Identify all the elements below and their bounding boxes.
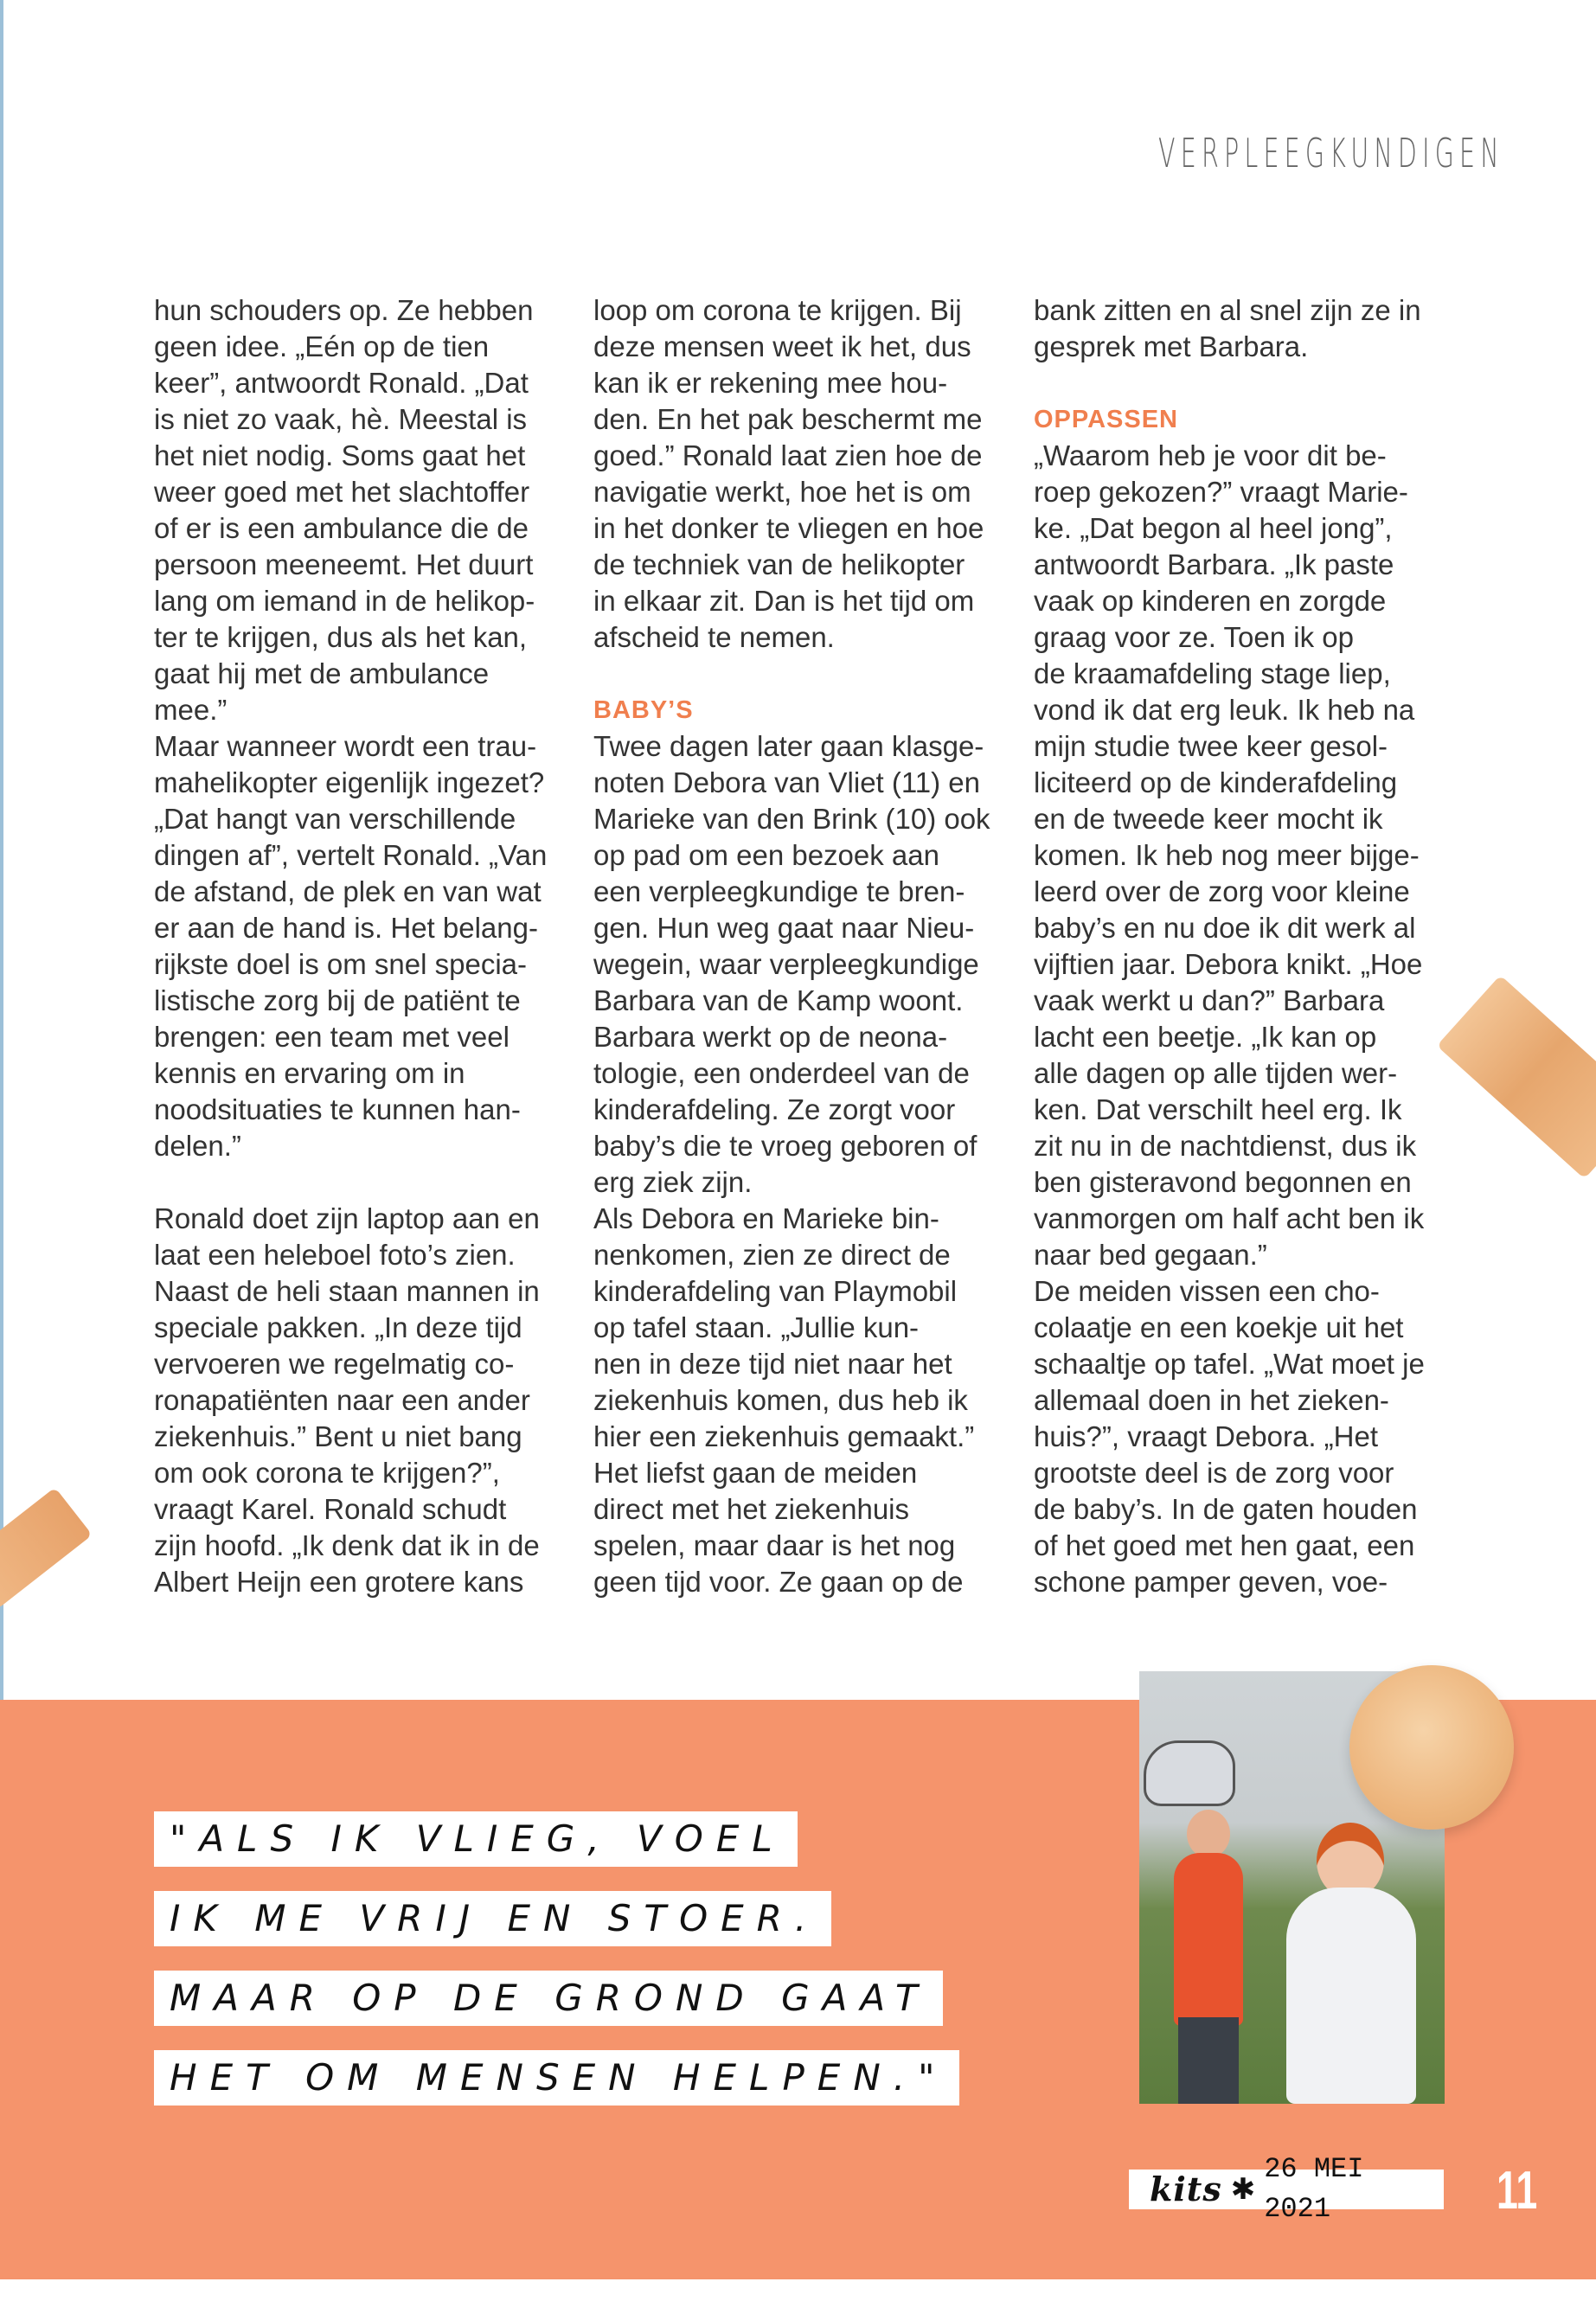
star-icon: ✱ bbox=[1230, 2173, 1256, 2206]
child-legs bbox=[1178, 2017, 1239, 2104]
bandage-decoration bbox=[0, 1487, 93, 1609]
child-orange-shirt bbox=[1174, 1853, 1243, 2026]
paragraph: Ronald doet zijn laptop aan en laat een heleboel foto’s zien. Naast de heli staan mannen in speciale pakken. „In deze tijd vervoeren we regelmatig co- ronapatiënten naar een ander ziekenhuis.” Bent u niet bang om ook corona te krijgen?”, vraagt Karel. Ronald schudt zijn hoofd. „Ik denk dat ik in de Albert Heijn een grotere kans bbox=[154, 1202, 540, 1598]
paragraph: „Waarom heb je voor dit be- roep gekozen?” vraagt Marie- ke. „Dat begon al heel jong”, antwoordt Barbara. „Ik paste vaak op kinderen en zorgde graag voor ze. Toen ik op de kraamafdeling stage liep, vond ik dat erg leuk. Ik heb na mijn studie twee keer gesol- liciteerd op de kinderafdeling en de tweede keer mocht ik komen. Ik heb nog meer bijge- leerd over de zorg voor kleine baby’s en nu doe ik dit werk al vijftien jaar. Debora knikt. „Hoe vaak werkt u dan?” Barbara lacht een beetje. „Ik kan op alle dagen op alle tijden wer- ken. Dat verschilt heel erg. Ik zit nu in de nachtdienst, dus ik ben gisteravond begonnen en vanmorgen om half acht ben ik naar bed gegaan.” bbox=[1034, 439, 1425, 1271]
paragraph: De meiden vissen een cho- colaatje en een koekje uit het schaaltje op tafel. „Wat moet je allemaal doen in het zieken- huis?”, vraagt Debora. „Het grootste deel is de zorg voor de baby’s. In de gaten houden of het goed met hen gaat, een schone pamper geven, voe- bbox=[1034, 1275, 1425, 1598]
toy-helicopter bbox=[1144, 1740, 1235, 1806]
page-number: 11 bbox=[1497, 2161, 1538, 2221]
paragraph: Als Debora en Marieke bin- nenkomen, zien ze direct de kinderafdeling van Playmobil op tafel staan. „Jullie kun- nen in deze tijd niet naar het ziekenhuis komen, dus heb ik hier een ziekenhuis gemaakt.” Het liefst gaan de meiden direct met het ziekenhuis spelen, maar daar is het nog geen tijd voor. Ze gaan op de bbox=[593, 1202, 975, 1598]
pull-quote-line: MAAR OP DE GROND GAAT bbox=[154, 1971, 943, 2026]
child-white-jacket bbox=[1286, 1888, 1416, 2104]
paragraph: bank zitten en al snel zijn ze in gesprek met Barbara. bbox=[1034, 294, 1421, 362]
text-column-3 bbox=[1034, 292, 1449, 1600]
text-column-2 bbox=[593, 292, 1009, 1600]
subheading-oppassen: OPPASSEN bbox=[1034, 406, 1179, 433]
paragraph: Twee dagen later gaan klasge- noten Debora van Vliet (11) en Marieke van den Brink (10) ook op pad om een bezoek aan een verpleegkundige te bren- gen. Hun weg gaat naar Nieu- wegein, waar verpleegkundige Barbara van de Kamp woont. Barbara werkt op de neona- tologie, een onderdeel van de kinderafdeling. Ze zorgt voor baby’s die te vroeg geboren of erg ziek zijn. bbox=[593, 730, 990, 1198]
footer-banner bbox=[1129, 2153, 1444, 2225]
pull-quote-line: "ALS IK VLIEG, VOEL bbox=[154, 1811, 798, 1867]
pull-quote-line: HET OM MENSEN HELPEN." bbox=[154, 2050, 959, 2106]
paragraph: hun schouders op. Ze hebben geen idee. „Eén op de tien keer”, antwoordt Ronald. „Dat is niet zo vaak, hè. Meestal is het niet nodig. Soms gaat het weer goed met het slachtoffer of er is een ambulance die de persoon meeneemt. Het duurt lang om iemand in de helikop- ter te krijgen, dus als het kan, gaat hij met de ambulance mee.” bbox=[154, 294, 535, 726]
paragraph: loop om corona te krijgen. Bij deze mensen weet ik het, dus kan ik er rekening mee hou- den. En het pak beschermt me goed.” Ronald laat zien hoe de navigatie werkt, hoe het is om in het donker te vliegen en hoe de techniek van de helikopter in elkaar zit. Dan is het tijd om afscheid te nemen. bbox=[593, 294, 984, 653]
brand-logo: kits bbox=[1150, 2170, 1222, 2208]
child-head bbox=[1187, 1810, 1230, 1858]
page-edge-stripe bbox=[0, 0, 3, 1700]
paragraph: Maar wanneer wordt een trau- mahelikopter eigenlijk ingezet? „Dat hangt van verschillende dingen af”, vertelt Ronald. „Van de afstand, de plek en van wat er aan de hand is. Het belang- rijkste doel is om snel specia- listische zorg bij de patiënt te brengen: een team met veel kennis en ervaring om in noodsituaties te kunnen han- delen.” bbox=[154, 730, 548, 1162]
issue-date: 26 MEI 2021 bbox=[1264, 2153, 1364, 2225]
text-column-1 bbox=[154, 292, 569, 1600]
cookie-decoration bbox=[1349, 1665, 1514, 1830]
pull-quote-line: IK ME VRIJ EN STOER. bbox=[154, 1891, 831, 1946]
subheading-babys: BABY’S bbox=[593, 696, 694, 724]
section-title: VERPLEEGKUNDIGEN bbox=[1158, 130, 1504, 176]
bandage-decoration bbox=[1437, 975, 1596, 1179]
